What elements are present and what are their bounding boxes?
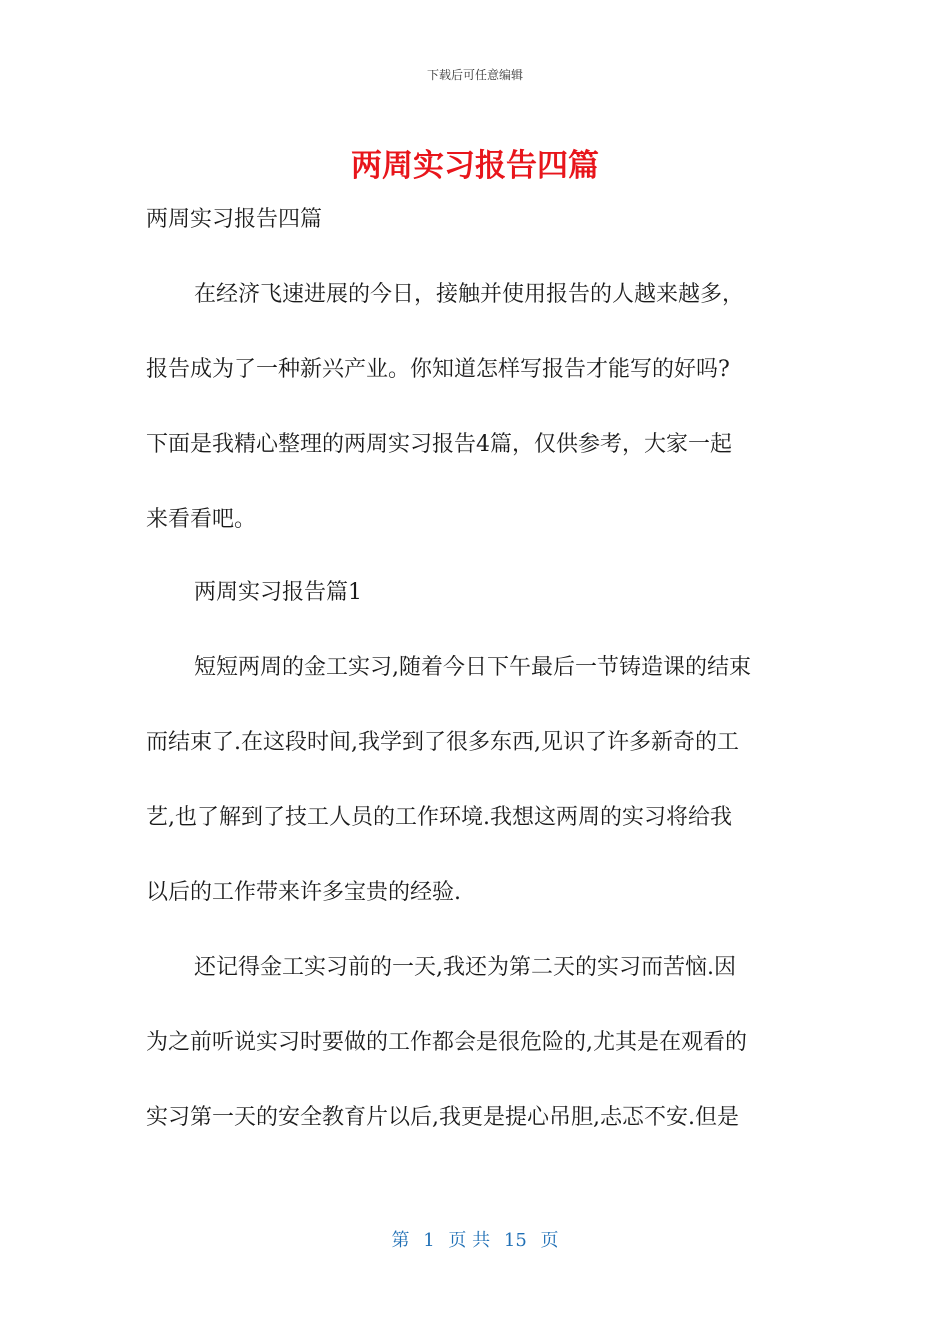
paragraph-line-12: 为之前听说实习时要做的工作都会是很危险的,尤其是在观看的: [146, 1030, 747, 1055]
paragraph-line-5: 来看看吧。: [146, 507, 257, 532]
paragraph-line-2: 在经济飞速进展的今日，接触并使用报告的人越来越多，: [194, 282, 745, 307]
page-footer: [0, 1226, 950, 1252]
paragraph-line-7: 短短两周的金工实习,随着今日下午最后一节铸造课的结束: [194, 655, 751, 680]
footer-prefix: 第: [391, 1230, 410, 1251]
paragraph-line-9: 艺,也了解到了技工人员的工作环境.我想这两周的实习将给我: [146, 805, 732, 830]
paragraph-line-10: 以后的工作带来许多宝贵的经验.: [146, 880, 461, 905]
paragraph-line-3: 报告成为了一种新兴产业。你知道怎样写报告才能写的好吗?: [146, 357, 730, 382]
header-note: 下载后可任意编辑: [426, 68, 523, 82]
paragraph-line-8: 而结束了.在这段时间,我学到了很多东西,见识了许多新奇的工: [146, 730, 739, 755]
footer-middle: 页 共: [448, 1230, 491, 1251]
footer-suffix: 页: [540, 1230, 559, 1251]
paragraph-line-13: 实习第一天的安全教育片以后,我更是提心吊胆,忐忑不安.但是: [146, 1105, 739, 1130]
footer-total-pages: 15: [503, 1230, 527, 1251]
section-heading: 两周实习报告篇1: [194, 580, 362, 605]
paragraph-line-1: 两周实习报告四篇: [146, 207, 323, 232]
paragraph-line-11: 还记得金工实习前的一天,我还为第二天的实习而苦恼.因: [194, 955, 736, 980]
document-title: 两周实习报告四篇: [351, 148, 599, 184]
paragraph-line-4: 下面是我精心整理的两周实习报告4篇，仅供参考，大家一起: [146, 432, 732, 457]
footer-page-number: 1: [423, 1230, 435, 1251]
